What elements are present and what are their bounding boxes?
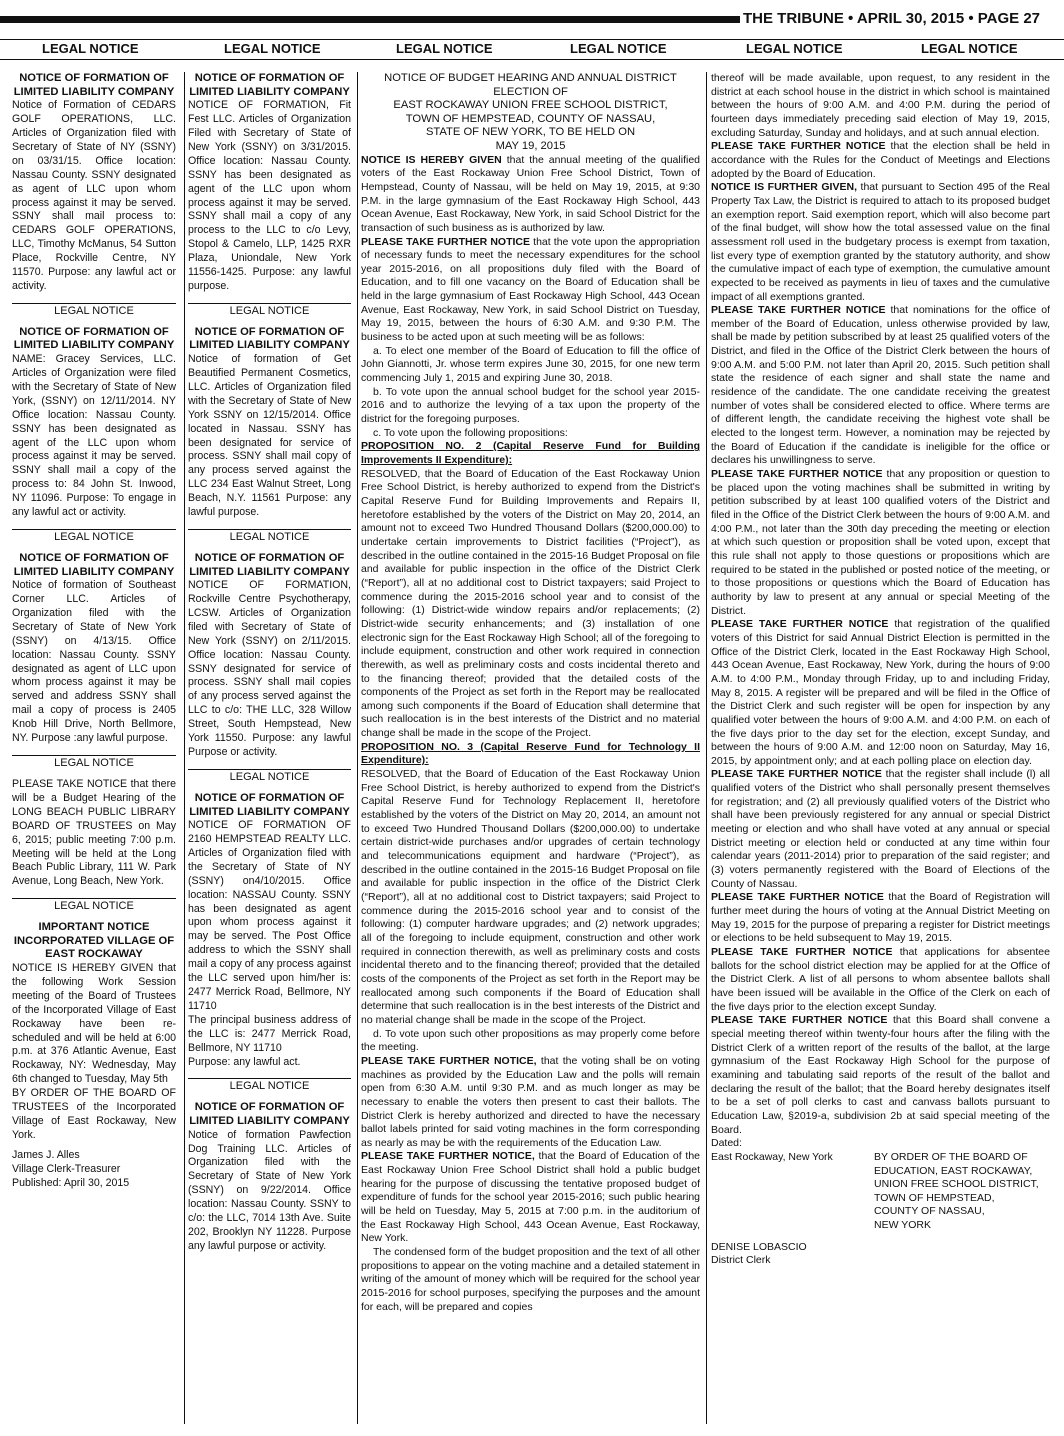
masthead-title: THE TRIBUNE • APRIL 30, 2015 • PAGE 27: [743, 10, 1040, 27]
notice-title: NOTICE OF FORMATION OF LIMITED LIABILITY COMPANY: [189, 325, 350, 352]
lead-in: PLEASE TAKE FURTHER NOTICE: [711, 946, 893, 958]
column-divider: [357, 72, 358, 1424]
paragraph: thereof will be made available, upon request, to any resident in the district at each school house in the district in which school is maintained between the hours of 9:00 A.M. and 4:00 P.M. during the period of fourteen days immediately preceding said election of May 19, 2015, excluding Saturday, Sunday and holidays, and at such annual election.: [711, 72, 1050, 139]
section-separator: LEGAL NOTICE: [188, 529, 351, 544]
section-separator: LEGAL NOTICE: [12, 303, 176, 318]
signer-role: District Clerk: [711, 1254, 771, 1267]
item-c: c. To vote upon the following propositions:: [373, 426, 568, 439]
paragraph-text: that this Board shall convene a special meeting thereof within twenty-four hours after the filing with the District Clerk of a written report of the results of the ballot, at the large gymnasium of the East Rockaway High School for the purpose of examining and tabulating said reports of the result of the ballot and declaring the result of the ballot; that the Board hereby designates itself to be a set of poll clerks to cast and canvass ballots pursuant to Education Law, §2019-a, subdivision 2b at said special meeting of the Board.: [711, 1014, 1050, 1136]
signer-name: James J. Alles: [12, 1148, 80, 1161]
order-line: NEW YORK: [874, 1219, 931, 1232]
column-divider: [184, 72, 185, 1424]
column-2: [188, 72, 351, 1424]
notice-heading: NOTICE OF BUDGET HEARING AND ANNUAL DISTRICT ELECTION OF: [384, 72, 677, 98]
order-line: UNION FREE SCHOOL DISTRICT,: [874, 1178, 1039, 1191]
legal-notice-header-row: [0, 40, 1064, 60]
signature-order: [874, 1151, 1050, 1233]
lead-in: PLEASE TAKE FURTHER NOTICE: [711, 891, 884, 904]
section-separator: LEGAL NOTICE: [12, 755, 176, 770]
header-label: LEGAL NOTICE: [396, 41, 493, 56]
notice-title: NOTICE OF FORMATION OF LIMITED LIABILITY COMPANY: [189, 551, 350, 578]
item-a: a. To elect one member of the Board of Education to fill the office of John Giannotti, Jr. whose term expires June 30, 2015, for one new term commencing July 1, 2015 and expiring June 30, 2018.: [361, 344, 700, 385]
section-separator: LEGAL NOTICE: [12, 529, 176, 544]
notice-title: NOTICE OF FORMATION OF LIMITED LIABILITY COMPANY: [189, 1101, 350, 1127]
lead-in: PLEASE TAKE FURTHER NOTICE,: [361, 1054, 537, 1067]
paragraph-text: that pursuant to Section 495 of the Real Property Tax Law, the District is required to attach to its proposed budget an exemption report. Said exemption report, which will also become part of the final budget, will show how the total assessed value on the final assessment roll used in the budgetary process is exempt from taxation, list every type of exemption granted by the statutory authority, and show the cumulative impact of each type of exemption, the cumulative amount expected to be received as payments in lieu of taxes and the cumulative impact of all exemptions granted.: [711, 181, 1050, 303]
lead-in: NOTICE IS FURTHER GIVEN,: [711, 181, 857, 194]
notice-body: Notice of formation of Southeast Corner LLC. Articles of Organization filed with the Secretary of State of New York (SSNY) on 4/13/15. Office location: Nassau County. SSNY designated as agent of LLC upon whom process against it may be served and address SSNY shall mail a copy of process is 2405 Knob Hill Drive, North Bellmore, NY. Purpose :any lawful purpose.: [12, 579, 176, 745]
lead-in: PLEASE TAKE FURTHER NOTICE: [711, 1014, 888, 1027]
notice-heading: TOWN OF HEMPSTEAD, COUNTY OF NASSAU,: [405, 112, 656, 125]
notice-body: Purpose: any lawful act.: [188, 1055, 301, 1068]
proposition-body: RESOLVED, that the Board of Education of the East Rockaway Union Free School District, is hereby authorized to expend from the District's Capital Reserve Fund for Building Improvements and Repairs II, heretofore established by the voters of the District on May 20, 2014, an amount not to exceed Two Hundred Thousand Dollars ($200,000.00) to undertake certain improvements to District facilities (“Project”), as described in the outline contained in the 2015-16 Budget Proposal on file and available for public inspection in the office of the District Clerk (“Report”), all at no additional cost to District taxpayers; said Project to commence during the 2015-2016 school year and to consist of the following: (1) District-wide window repairs and/or replacements; (2) District-wide security enhancements; and (3) installation of one electronic sign for the East Rockaway High School; all of the foregoing to include equipment, construction and other work required in connection therewith, as well as preliminary costs and costs incidental thereto and to the financing thereof; provided that the detailed costs of the components of the Project as set forth in the Report may be reallocated among such components if the Board of Education shall determine that such reallocation is in the best interests of the District and no material change shall be made in the scope of the Project.: [361, 467, 700, 740]
paragraph-text: that nominations for the office of member of the Board of Education, unless otherwise provided by law, shall be made by petition subscribed by at least 25 qualified voters of the District, and filed in the Office of the District Clerk between the hours of 9:00 A.M. and 5:00 P.M. not later than April 20, 2015. Such petition shall state the residence of each signer and shall state the name and residence of the candidate. The one candidate receiving the greatest number of votes shall be considered elected to office. Where terms are of different length, the candidate receiving the highest vote shall be elected to the longest term. However, a nomination may be rejected by the Board of Education if the candidate is ineligible for the office or declares his unwillingness to serve.: [711, 304, 1050, 467]
notice-body: NAME: Gracey Services, LLC. Articles of Organization were filed with the Secretary of State of New York, (SSNY) on 12/11/2014. NY Office location: Nassau County. SSNY has been designated as agent of the LLC upon whom process against it may be served. SSNY shall mail a copy of the process to: 84 John St. Inwood, NY 11096. Purpose: To engage in any lawful act or activity.: [12, 353, 176, 519]
dated-label: Dated:: [711, 1137, 742, 1150]
header-label: LEGAL NOTICE: [746, 41, 843, 56]
masthead: [0, 0, 1064, 40]
header-label: LEGAL NOTICE: [921, 41, 1018, 56]
notice-body: NOTICE OF FORMATION, Fit Fest LLC. Articles of Organization Filed with Secretary of State of New York (SSNY) on 3/31/2015. Office location: Nassau County. SSNY has been designated as agent of the LLC upon whom process against it may be served. SSNY shall mail a copy of any process to the LLC to c/o Levy, Stopol & Camelo, LLP, 1425 RXR Plaza, Uniondale, New York 11556-1425. Purpose: any lawful purpose.: [188, 99, 351, 292]
signer-name: DENISE LOBASCIO: [711, 1240, 807, 1253]
paragraph: [711, 468, 1050, 618]
paragraph-text: that applications for absentee ballots for the school district election may be applied for at the Office of the District Clerk. A list of all persons to whom absentee ballots shall have been issued will be available in the Office of the Clerk on each of the five days prior to the election except Sunday.: [711, 946, 1050, 1013]
paragraph: [711, 1014, 1050, 1137]
notice-body: NOTICE OF FORMATION OF 2160 HEMPSTEAD REALTY LLC. Articles of Organization filed with the Secretary of State of NY (SSNY) on4/10/2015. Office location: NASSAU County. SSNY has been designated as agent upon whom process against it may be served. The Post Office address to which the SSNY shall mail a copy of any process against the LLC served upon him/her is: 2477 Merrick Road, Bellmore, NY 11710: [188, 819, 351, 1012]
notice-body: PLEASE TAKE NOTICE that there will be a Budget Hearing of the LONG BEACH PUBLIC LIBRARY BOARD OF TRUSTEES on May 6, 2015; public meeting 7:00 p.m. Meeting will be held at the Long Beach Public Library, 111 W. Park Avenue, Long Beach, New York.: [12, 778, 176, 888]
header-row-rule: [0, 59, 1064, 60]
header-label: LEGAL NOTICE: [570, 41, 667, 56]
paragraph-text: that the annual meeting of the qualified voters of the East Rockaway Union Free School District, Town of Hempstead, County of Nassau, will be held on May 19, 2015, at 9:30 P.M. in the large gymnasium of the East Rockaway High School, 443 Ocean Avenue, East Rockaway, New York, in said School District for the transaction of such business as is authorized by law.: [361, 153, 700, 234]
notice-title: NOTICE OF FORMATION OF LIMITED LIABILITY COMPANY: [13, 325, 175, 352]
signature-place: East Rockaway, New York: [711, 1150, 833, 1163]
paragraph-text: that the register shall include (l) all qualified voters of the District who shall personally present themselves for registration; and (2) all previously qualified voters of the District who shall have been previously registered for any annual or special District meeting or election and who shall have voted at any annual or special District meeting or election held or conducted at any time within four calendar years (2011-2014) prior to preparation of the said register; and (3) voters permanently registered with the Board of Elections of the County of Nassau.: [711, 768, 1050, 890]
paragraph-text: that the election shall be held in accordance with the Rules for the Conduct of Meetings and Elections adopted by the Board of Education.: [711, 140, 1050, 180]
paragraph: [711, 768, 1050, 891]
header-label: LEGAL NOTICE: [42, 41, 139, 56]
column-3-budget-notice: [361, 72, 700, 1424]
signer-role: Village Clerk-Treasurer: [12, 1162, 121, 1175]
paragraph-text: that any proposition or question to be placed upon the voting machines shall be submitted in writing by petition subscribed by at least 100 qualified voters of the District and filed in the Office of the District Clerk between the hours of 9:00 A.M. and 4:00 P.M., not later than the 30th day preceding the meeting or election at which such question or proposition shall be voted upon, except that this rule shall not apply to those questions or propositions which are required to be stated in the published or posted notice of the meeting, or to those propositions or questions which the Board of Education has authority by law to present at any annual or special Meeting of the District.: [711, 468, 1050, 617]
paragraph: [711, 946, 1050, 1014]
lead-in: PLEASE TAKE FURTHER NOTICE: [711, 140, 886, 153]
lead-in: PLEASE TAKE FURTHER NOTICE: [711, 768, 882, 781]
lead-in: PLEASE TAKE FURTHER NOTICE: [361, 235, 531, 248]
paragraph: The condensed form of the budget proposition and the text of all other propositions to appear on the voting machine and a detailed statement in writing of the amount of money which will be required for the school year 2015-2016 for school purposes, specifying the purposes and the amount for each, will be prepared and copies: [361, 1246, 700, 1313]
lead-in: PLEASE TAKE FURTHER NOTICE: [711, 618, 889, 631]
notice-heading: MAY 19, 2015: [495, 139, 566, 152]
published-date: Published: April 30, 2015: [12, 1176, 130, 1189]
lead-in: NOTICE IS HEREBY GIVEN: [361, 153, 502, 166]
order-line: TOWN OF HEMPSTEAD,: [874, 1191, 995, 1204]
notice-body: Notice of formation of Get Beautified Permanent Cosmetics, LLC. Articles of Organization filed with the Secretary of State of New York SSNY on 12/15/2014. Office located in Nassau. SSNY has been designated for service of process. SSNY shall mail copy of any process served against the LLC 234 East Walnut Street, Long Beach, N.Y. 11561 Purpose: any lawful purpose.: [188, 353, 351, 519]
section-separator: LEGAL NOTICE: [12, 898, 176, 913]
paragraph: [711, 618, 1050, 768]
notice-body: Notice of formation Pawfection Dog Training LLC. Articles of Organization filed with the Secretary of State of New York (SSNY) on 9/22/2014. Office location: Nassau County. SSNY to c/o: the LLC, 7014 13th Ave. Suite 202, Brooklyn NY 11228. Purpose any lawful purpose or activity.: [188, 1128, 351, 1252]
section-separator: LEGAL NOTICE: [188, 769, 351, 784]
paragraph: [361, 154, 700, 236]
paragraph: [361, 1055, 700, 1151]
paragraph-text: that registration of the qualified voters of this District for said Annual District Election is permitted in the Office of the District Clerk, located in the East Rockaway High School, 443 Ocean Avenue, East Rockaway, New York, during the hours of 9:00 A.M. to 4:00 P.M., Monday through Friday, up to and including Friday, May 8, 2015. A register will be prepared and will be filed in the Office of the District Clerk and such register will be open for inspection by any qualified voter between the hours of 9:00 A.M. and 4:00 P.M. on each of the five days prior to the day set for the election, except Sunday, and between the hours of 9:00 A.M. and 12:00 noon on Saturday, May 16, 2015, by appointment only; and at each polling place on election day.: [711, 618, 1050, 767]
section-separator: LEGAL NOTICE: [188, 303, 351, 318]
notice-title: NOTICE OF FORMATION OF LIMITED LIABILITY COMPANY: [13, 72, 175, 98]
column-4-budget-notice: [711, 72, 1050, 1424]
order-line: EDUCATION, EAST ROCKAWAY,: [874, 1164, 1033, 1177]
notice-body: The principal business address of the LLC is: 2477 Merrick Road, Bellmore, NY 11710: [188, 1013, 351, 1054]
notice-title: NOTICE OF FORMATION OF LIMITED LIABILITY COMPANY: [13, 551, 175, 578]
notice-body: NOTICE OF FORMATION, Rockville Centre Psychotherapy, LCSW. Articles of Organization filed with Secretary of State of New York (SSNY) on 2/11/2015. Office location: Nassau County. SSNY designated for service of process. SSNY shall mail copies of any process served against the LLC to c/o: THE LLC, 328 Willow Street, South Hempstead, New York 11550. Purpose: any lawful Purpose or activity.: [188, 579, 351, 758]
notice-title: IMPORTANT NOTICE INCORPORATED VILLAGE OF EAST ROCKAWAY: [13, 921, 175, 961]
paragraph-text: that the Board of Registration will further meet during the hours of voting at the Annual District Meeting on May 19, 2015 for the purpose of preparing a register for District meetings or elections to be held subsequent to May 19, 2015.: [711, 891, 1050, 945]
paragraph: [361, 236, 700, 345]
paragraph: [711, 140, 1050, 181]
notice-heading: STATE OF NEW YORK, TO BE HELD ON: [425, 126, 636, 139]
lead-in: PLEASE TAKE FURTHER NOTICE,: [361, 1150, 535, 1163]
lead-in: PLEASE TAKE FURTHER NOTICE: [711, 468, 883, 481]
proposition-body: RESOLVED, that the Board of Education of the East Rockaway Union Free School District, is hereby authorized to expend from the District's Capital Reserve Fund for Technology Replacement II, heretofore established by the voters of the District on May 20, 2014, an amount not to exceed Two Hundred Thousand Dollars ($200,000.00) to undertake certain district-wide purchases and/or upgrades of certain technology and telecommunications equipment and hardware (“Project”), as described in the outline contained in the 2015-16 Budget Proposal on file and available for public inspection in the office of the District Clerk (“Report”), all at no additional cost to District taxpayers; said Project to commence during the 2015-2016 school year and to consist of the following: (1) computer hardware upgrades; and (2) network upgrades; all of the foregoing to include equipment, construction and other work required in connection therewith, as well as preliminary costs and costs incidental thereto and to the financing thereof; provided that the detailed costs of the components of the Project as set forth in the Report may be reallocated among such components if the Board of Education shall determine that such reallocation is in the best interests of the District and no material change shall be made in the scope of the Project.: [361, 768, 700, 1026]
paragraph-text: that the voting shall be on voting machines as provided by the Education Law and the polls will remain open from 6:30 A.M. until 9:30 P.M. and as much longer as may be necessary to enable the voters then present to cast their ballots. The District Clerk is hereby authorized and directed to have the necessary ballot labels printed for said voting machines in the form corresponding as nearly as may be with the requirements of the Education Law.: [361, 1054, 700, 1149]
paragraph-text: that the Board of Education of the East Rockaway Union Free School District shall hold a public budget hearing for the purpose of discussing the tentative proposed budget of expenditure of funds for the school year 2015-2016; such public hearing will be held on Tuesday, May 5, 2015 at 7:00 p.m. in the auditorium of the East Rockaway High School, 443 Ocean Avenue, East Rockaway, New York.: [361, 1150, 700, 1245]
notice-title: NOTICE OF FORMATION OF LIMITED LIABILITY COMPANY: [189, 72, 350, 98]
paragraph-text: that the vote upon the appropriation of necessary funds to meet the necessary expenditures for the school year 2015-2016, on all propositions duly filed with the Board of Education, and to fill one vacancy on the Board of Education shall be held in the large gymnasium of East Rockaway High School, 443 Ocean Avenue, East Rockaway, New York, in said School District on Tuesday, May 19, 2015, between the hours of 6:30 A.M. and 9:30 P.M. The business to be acted upon at such meeting will be as follows:: [361, 235, 700, 344]
section-separator: LEGAL NOTICE: [188, 1078, 351, 1093]
notice-heading: EAST ROCKAWAY UNION FREE SCHOOL DISTRICT,: [393, 99, 668, 112]
notice-order: BY ORDER OF THE BOARD OF TRUSTEES of the Incorporated Village of East Rockaway, New York.: [12, 1087, 176, 1141]
column-1: [12, 72, 176, 1424]
order-line: COUNTY OF NASSAU,: [874, 1205, 985, 1218]
notice-body: Notice of Formation of CEDARS GOLF OPERATIONS, LLC. Articles of Organization filed with Secretary of State of NY (SSNY) on 03/31/15. Office location: Nassau County. SSNY designated as agent of LLC upon whom process against it may be served. SSNY shall mail process to: CEDARS GOLF OPERATIONS, LLC, Timothy McManus, 54 Sutton Place, Rockville Centre, NY 11570. Purpose: any lawful act or activity.: [12, 99, 176, 292]
paragraph: [711, 304, 1050, 468]
proposition-heading: PROPOSITION NO. 3 (Capital Reserve Fund for Technology II Expenditure):: [361, 740, 700, 767]
paragraph: [361, 1150, 700, 1246]
signature-block: [711, 1151, 1050, 1233]
item-d: d. To vote upon such other propositions as may properly come before the meeting.: [361, 1027, 700, 1054]
lead-in: PLEASE TAKE FURTHER NOTICE: [711, 304, 886, 317]
masthead-rule: [0, 16, 740, 23]
notice-title: NOTICE OF FORMATION OF LIMITED LIABILITY COMPANY: [189, 791, 350, 818]
order-line: BY ORDER OF THE BOARD OF: [874, 1150, 1028, 1163]
column-divider: [706, 72, 707, 1424]
paragraph: [711, 891, 1050, 946]
header-label: LEGAL NOTICE: [224, 41, 321, 56]
notice-body: NOTICE IS HEREBY GIVEN that the following Work Session meeting of the Board of Trustees of the Incorporated Village of East Rockaway have been re-scheduled and will be held at 6:00 p.m. at 376 Atlantic Avenue, East Rockaway, NY: Wednesday, May 6th changed to Tuesday, May 5th: [12, 962, 176, 1086]
item-b: b. To vote upon the annual school budget for the school year 2015-2016 and to authorize the levying of a tax upon the property of the district for the foregoing purposes.: [361, 385, 700, 426]
proposition-heading: PROPOSITION NO. 2 (Capital Reserve Fund for Building Improvements II Expenditure):: [361, 440, 700, 466]
paragraph: [711, 181, 1050, 304]
